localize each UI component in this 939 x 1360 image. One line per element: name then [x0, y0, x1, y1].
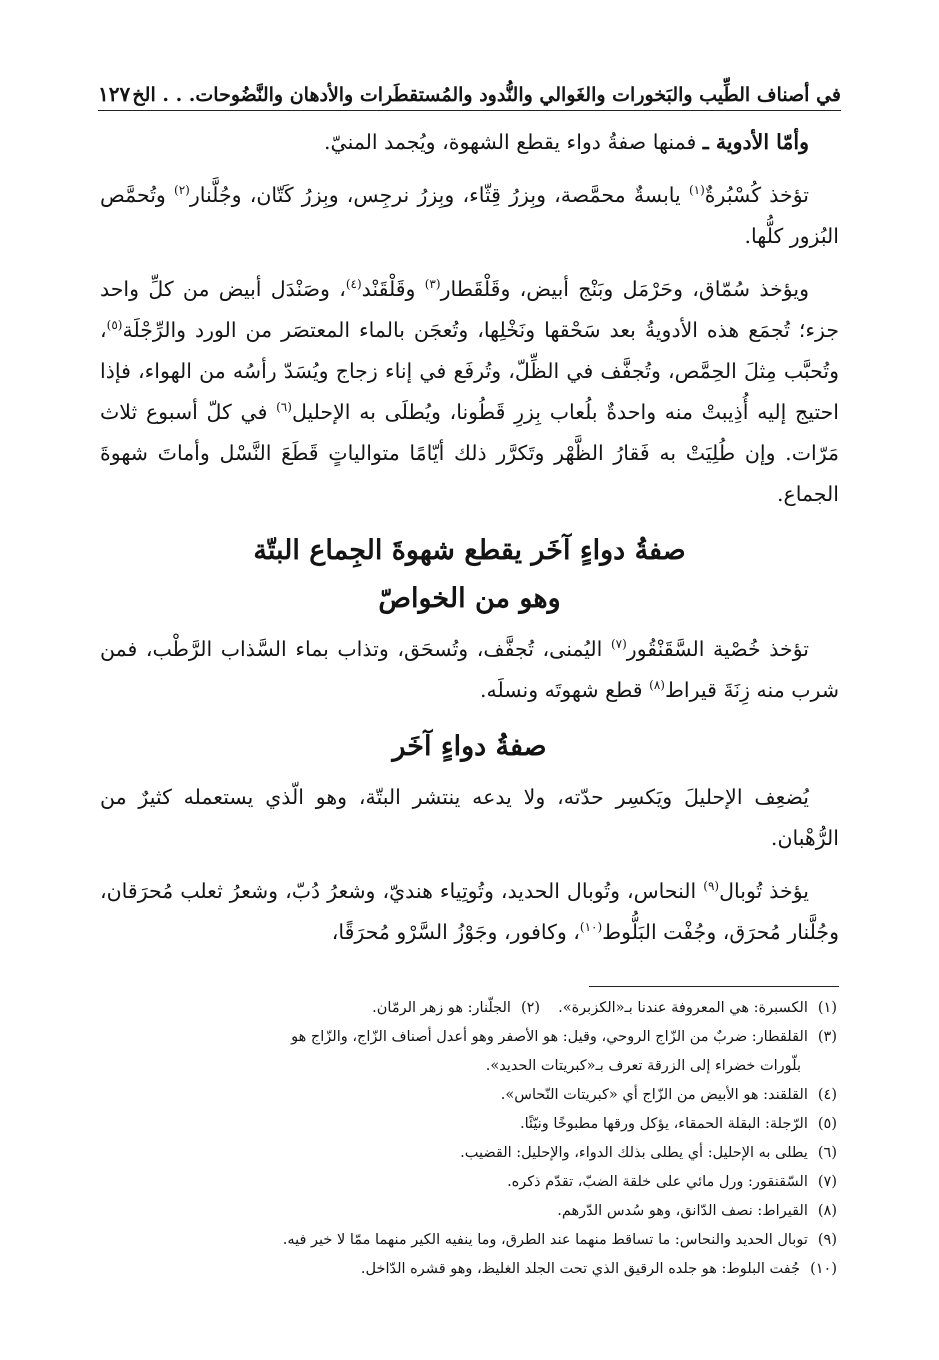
- footnote-ref-1: (١): [688, 183, 705, 198]
- footnote-text: القلقند: هو الأبيض من الزّاج أي «كبريتات النّحاس».: [500, 1087, 808, 1103]
- footnote-ref-9: (٩): [703, 879, 720, 894]
- footnote-line: [100, 1139, 837, 1168]
- heading-line: صفةُ دواءٍ آخَر يقطع شهوةَ الجِماع البتّة: [253, 535, 686, 566]
- text-span: في كلّ أسبوع ثلاث مَرّات. وإن طُلِيَتْ به فَقارُ الظَّهْر وتَكرَّر ذلك أيّامًا متوالياتٍ قَطَعَ النَّسْل وأماتَ شهوةَ الجماع.: [100, 400, 839, 506]
- footnote-text: توبال الحديد والنحاس: ما تساقط منهما عند الطرق، وما ينفيه الكير منهما ممّا لا خير فيه.: [282, 1232, 808, 1248]
- footnote-line: [100, 1023, 837, 1052]
- footnote-text: الجلّنار: هو زهر الرمّان.: [372, 1000, 511, 1016]
- footnote-line: [100, 1255, 837, 1284]
- footnote-ref-6: (٦): [276, 400, 292, 415]
- paragraph-1-text: فمنها صفةُ دواء يقطع الشهوة، ويُجمد المنيّ.: [324, 130, 703, 154]
- section-lead: وأمّا الأدوية ـ: [702, 130, 809, 154]
- footnote-number: (١٠): [810, 1261, 837, 1277]
- footnote-text: يطلى به الإحليل: أي يطلى بذلك الدواء، والإحليل: القضيب.: [460, 1145, 808, 1161]
- footnote-text: السّقنقور: ورل مائي على خلقة الضبّ، تقدّم ذكره.: [507, 1174, 808, 1190]
- text-span: اليُمنى، تُجفَّف، وتُسحَق، وتذاب بماء السَّذاب الرَّطْب، فمن شرب منه زِنَةَ قيراط: [100, 637, 839, 702]
- footnote-separator: [589, 986, 839, 987]
- text-span: وتُحمَّص البُزور كلُّها.: [100, 183, 839, 248]
- footnote-line: [100, 1110, 837, 1139]
- footnote-text: بلّورات خضراء إلى الزرقة تعرف بـ«كبريتات الحديد».: [485, 1058, 801, 1074]
- footnote-ref-8: (٨): [649, 678, 665, 693]
- footnote-text: الكسبرة: هي المعروفة عندنا بـ«الكزبرة».: [558, 1000, 808, 1016]
- footnotes: [100, 994, 837, 1284]
- footnote-line: [100, 1197, 837, 1226]
- text-span: قطع شهوتَه ونسلَه.: [479, 678, 650, 702]
- footnote-line: [100, 994, 837, 1023]
- footnote-ref-3: (٣): [424, 277, 441, 292]
- footnote-number: (٩): [817, 1232, 837, 1248]
- text-span: ويؤخذ سُمّاق، وحَرْمَل وبَنْج أبيض، وقَلْقَطار: [440, 277, 809, 301]
- text-span: ، وتُحبَّب مِثلَ الحِمَّص، وتُجفَّف في الظِّلّ، وتُرفَع في إناء زجاج ويُسَدّ رأسُه من الهواء، فإذا احتيج إليه أُذِيبتْ منه واحدةٌ بلُعاب بِزرِ قَطُونا، ويُطلَى به الإحليل: [100, 318, 839, 424]
- footnote-number: (٣): [817, 1029, 837, 1045]
- paragraph-6: [100, 871, 839, 953]
- footnote-number: (١): [817, 1000, 837, 1016]
- paragraph-5: يُضعِف الإحليلَ ويَكسِر حدّته، ولا يدعه ينتشر البتّة، وهو الّذي يستعمله كثيرٌ من الرُّهْبان.: [100, 785, 839, 850]
- text-span: تؤخذ خُصْية السَّقَنْقُور: [626, 637, 809, 661]
- page-header: [98, 62, 841, 106]
- footnote-item: [558, 994, 837, 1023]
- text-span: يابسةٌ محمَّصة، وبِزرُ قِثّاء، وبِزرُ نرجِس، وبِزرُ كَتّان، وجُلَّنار: [189, 183, 689, 207]
- text-span: وقَلْقَنْد: [361, 277, 425, 301]
- main-text: [100, 122, 839, 965]
- paragraph-4: [100, 629, 839, 711]
- paragraph-2: [100, 175, 839, 257]
- footnote-text: الرّجلة: البقلة الحمقاء، يؤكل ورقها مطبوخًا ونيّئًا.: [519, 1116, 808, 1132]
- footnote-line: [100, 1168, 837, 1197]
- header-rule: [98, 110, 841, 111]
- footnote-number: (٤): [817, 1087, 837, 1103]
- footnote-text: القلقطار: ضربٌ من الزّاج الروحي، وقيل: هو الأصفر وهو أعدل أصناف الزّاج، والزّاج هو: [291, 1029, 808, 1045]
- footnote-ref-4: (٤): [345, 277, 362, 292]
- footnote-number: (٧): [817, 1174, 837, 1190]
- footnote-line: [100, 1226, 837, 1255]
- section-heading-2: صفةُ دواءٍ آخَر: [392, 731, 547, 762]
- paragraph-1: [100, 122, 839, 163]
- text-span: النحاس، وتُوبال الحديد، وتُوتِياء هنديّ، وشعرُ دُبّ، وشعرُ ثعلب مُحرَقان، وجُلَّنار مُحرَق، وجُفْت البَلُّوط: [100, 879, 839, 944]
- footnote-number: (٨): [817, 1203, 837, 1219]
- footnote-line: [100, 1081, 837, 1110]
- footnote-ref-5: (٥): [106, 318, 123, 333]
- page-number: ١٢٧: [98, 82, 131, 106]
- footnote-text: القيراط: نصف الدّانق، وهو سُدس الدّرهم.: [557, 1203, 808, 1219]
- section-heading-1: [100, 527, 839, 623]
- footnote-number: (٦): [817, 1145, 837, 1161]
- text-span: يؤخذ تُوبال: [719, 879, 810, 903]
- footnote-item: [372, 994, 540, 1023]
- text-span: ، وكافور، وجَوْزُ السَّرْو مُحرَقًا،: [331, 920, 580, 944]
- running-title: في أصناف الطِّيب والبَخورات والغَوالي والنُّدود والمُستقطَرات والأدهان والنَّضُوحات. . . الخ: [132, 84, 841, 106]
- text-span: ، وصَنْدَل أبيض من كلِّ واحد جزء؛ تُجمَع هذه الأدويةُ بعد سَحْقها ونَخْلِها، وتُعجَن بالماء المعتصَر من الورد والرِّجْلَة: [100, 277, 839, 342]
- footnote-ref-7: (٧): [610, 637, 627, 652]
- footnote-line: [100, 1052, 837, 1081]
- footnote-number: (٢): [520, 1000, 541, 1016]
- text-span: تؤخذ كُسْبُرةٌ: [704, 183, 810, 207]
- footnote-ref-2: (٢): [174, 183, 190, 198]
- paragraph-3: [100, 269, 839, 515]
- footnote-ref-10: (١٠): [579, 920, 603, 935]
- footnote-text: جُفت البلوط: هو جلده الرقيق الذي تحت الجلد الغليظ، وهو قشره الدّاخل.: [360, 1261, 801, 1277]
- heading-line: وهو من الخواصّ: [378, 583, 561, 614]
- footnote-number: (٥): [817, 1116, 837, 1132]
